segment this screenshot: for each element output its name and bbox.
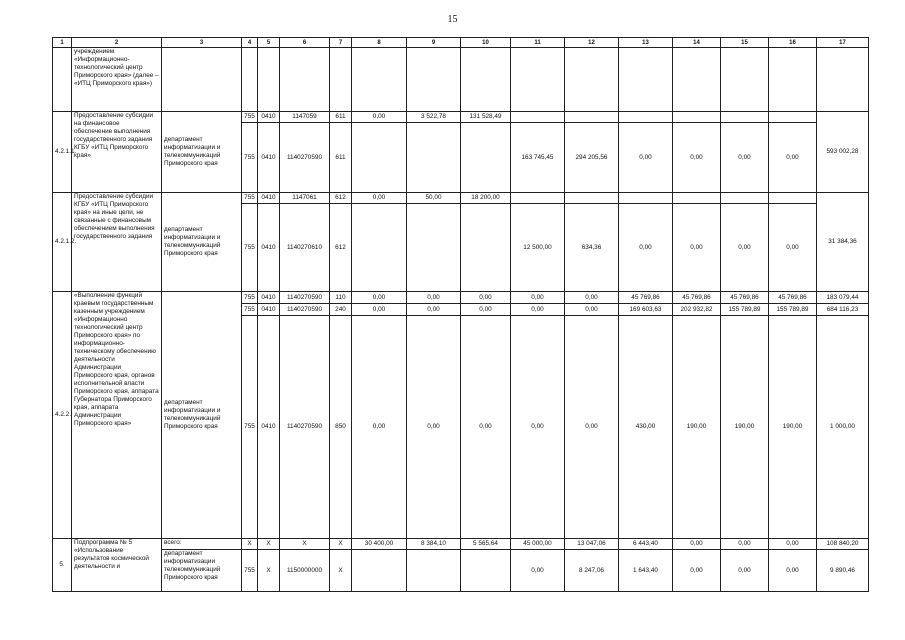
page-number: 15 <box>447 14 458 25</box>
item-name: Предоставление субсидии на финансовое обеспечение выполнения государственного задания КГБУ «ИТЦ Приморского края» <box>72 112 162 193</box>
table-row <box>53 48 869 112</box>
header-cell: 11 <box>511 38 565 48</box>
header-cell: 15 <box>721 38 769 48</box>
item-id: 4.2.2. <box>53 292 72 539</box>
header-row <box>53 38 869 48</box>
header-cell: 5 <box>258 38 280 48</box>
department: департамент информатизации телекоммуникаций Приморского края <box>162 550 242 592</box>
item-name: «Выполнение функций краевым государственным казенным учреждением «Информационно технологический центр Приморского края» по информационно-техническому обеспечению деятельности Администрации Приморского края, органов исполнительной власти Приморского края, аппарата Губернатора Приморского края, аппарата Администрации Приморского края» <box>72 292 162 539</box>
item-id: 5. <box>53 539 72 592</box>
table-row: 755 0410 1140270590 850 0,00 0,00 0,00 0,00 0,00 430,00 190,00 190,00 190,00 1 000,00 <box>53 316 869 539</box>
item-id: 4.2.1.1. <box>53 112 72 193</box>
table-row: 755 0410 1140270610 612 12 500,00 634,36 0,00 0,00 0,00 0,00 <box>53 204 869 292</box>
header-cell: 1 <box>53 38 72 48</box>
header-cell: 6 <box>280 38 330 48</box>
budget-table <box>52 37 869 592</box>
total-label: всего: <box>162 539 242 550</box>
header-cell: 17 <box>817 38 869 48</box>
header-cell: 7 <box>330 38 352 48</box>
header-cell: 16 <box>769 38 817 48</box>
table-row: 4.2.1.1. Предоставление субсидии на финансовое обеспечение выполнения государственного задания КГБУ «ИТЦ Приморского края» департамент информатизации и телекоммуникаций Приморского края 755 0410 1147059 611 0,00 3 522,78 131 528,49 593 002,28 <box>53 112 869 123</box>
table-row: 5. Подпрограмма № 5 «Использование результатов космической деятельности и всего: X X X X 30 400,00 8 384,10 5 565,64 45 000,00 13 047,06 6 443,40 0,00 0,00 0,00 108 840,20 <box>53 539 869 550</box>
header-cell: 14 <box>673 38 721 48</box>
header-cell: 13 <box>619 38 673 48</box>
header-cell: 3 <box>162 38 242 48</box>
header-cell: 9 <box>407 38 461 48</box>
header-cell: 4 <box>242 38 258 48</box>
table-row: 4.2.1.2. Предоставление субсидии КГБУ «ИТЦ Приморского края» на иные цели, не связанные с финансовым обеспечением выполнения государственного задания департамент информатизации и телекоммуникаций Приморского края 755 0410 1147061 612 0,00 50,00 18 200,00 31 384,36 <box>53 193 869 204</box>
table-row: департамент информатизации телекоммуникаций Приморского края 755 X 1150000000 X 0,00 8 247,06 1 643,40 0,00 0,00 0,00 9 890,46 <box>53 550 869 592</box>
item-name: Предоставление субсидии КГБУ «ИТЦ Приморского края» на иные цели, не связанные с финансовым обеспечением выполнения государственного задания <box>72 193 162 292</box>
department: департамент информатизации и телекоммуникаций Приморского края <box>162 292 242 539</box>
item-name: Подпрограмма № 5 «Использование результатов космической деятельности и <box>72 539 162 592</box>
item-name: учреждением «Информационно-технологический центр Приморского края» (далее – «ИТЦ Приморского края») <box>72 48 162 112</box>
row-total: 593 002,28 <box>817 112 869 193</box>
department: департамент информатизации и телекоммуникаций Приморского края <box>162 112 242 193</box>
row-total: 31 384,36 <box>817 193 869 292</box>
table-row: 4.2.2. «Выполнение функций краевым государственным казенным учреждением «Информационно технологический центр Приморского края» по информационно-техническому обеспечению деятельности Администрации Приморского края, органов исполнительной власти Приморского края, аппарата Губернатора Приморского края, аппарата Администрации Приморского края» департамент информатизации и телекоммуникаций Приморского края 755 0410 1140270590 110 0,00 0,00 0,00 0,00 0,00 45 769,86 45 769,86 45 769,86 45 769,86 183 079,44 <box>53 292 869 304</box>
table-row: 755 0410 1140270590 611 163 745,45 294 205,56 0,00 0,00 0,00 0,00 <box>53 123 869 193</box>
header-cell: 2 <box>72 38 162 48</box>
header-cell: 8 <box>352 38 407 48</box>
item-id: 4.2.1.2. <box>53 193 72 292</box>
department: департамент информатизации и телекоммуникаций Приморского края <box>162 193 242 292</box>
table-row: 755 0410 1140270590 240 0,00 0,00 0,00 0,00 0,00 169 603,63 202 932,82 155 789,89 155 789,89 684 116,23 <box>53 304 869 316</box>
header-cell: 10 <box>461 38 511 48</box>
header-cell: 12 <box>565 38 619 48</box>
